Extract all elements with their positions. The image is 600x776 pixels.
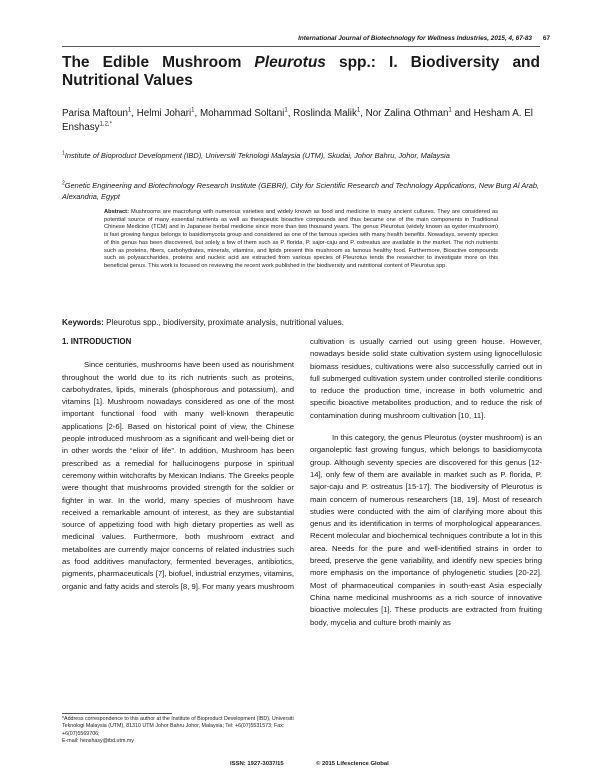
title-part2: spp.: I. Biodiversity and Nutritional Values xyxy=(62,54,540,89)
author-affiliation-mark: 1 xyxy=(284,107,288,114)
author-name: Hesham A. El Enshasy xyxy=(62,108,533,133)
left-column xyxy=(62,336,294,593)
section-heading: 1. INTRODUCTION xyxy=(62,337,132,346)
page-number: 67 xyxy=(542,35,550,42)
body-paragraph: In this category, the genus Pleurotus (oyster mushroom) is an organoleptic fast growing fungus, which belongs to basidiomycota group. Although seventy species are discovered for this genus [12-14], only few of them are available in market such as P. florida, P. sajor-caju and P. ostreatus [15-17]. The biodiversity of Pleurotus is main concern of numerous researchers [18, 19]. Most of research studies were conducted with the aim of clarifying more about this genus and its identification in terms of morphological appearances. Recent molecular and biochemical techniques contribute a lot in this area. Needs for the pure and well-identified strains in order to breed, preserve the gene variability, and identify new species bring more emphasis on the importance of phylogenetic studies [20-22]. Most of pharmaceutical companies in south-east Asia especially China name medicinal mushrooms as a rich source of innovative bioactive molecules [1]. These products are extracted from fruiting body, mycelia and culture broth mainly as xyxy=(310,433,542,627)
author-name: Parisa Maftoun xyxy=(62,108,128,119)
body-paragraph: Since centuries, mushrooms have been used as nourishment throughout the world due to its rich nutrients such as proteins, carbohydrates, lipids, minerals (phosphorous and potassium), and vitamins [1]. Mushroom nowadays considered as one of the most important functional food with many well-known therapeutic applications [2-6]. Based on historical point of view, the Chinese people introduced mushroom as a significant and well-being diet or in other words the “elixir of life”. In addition, Mushroom has been prescribed as a remedial for hallucinogens purpose in spiritual ceremony within witchcrafts by Mexican Indians. The Greeks people were thought that mushrooms provided strength for the soldier or fighter in war. In the world, many species of mushroom have received a remarkable amount of interest, as they are substantial source of appetizing food with high dietary properties as well as medicinal values. Furthermore, both mushroom extract and metabolites are currently major concerns of related industries such as food additives manufactory, fermented beverages, antibiotics, pigments, pharmaceuticals [7], biofuel, industrial enzymes, vitamins, organic and fatty acids and sterols [8, 9]. For many years mushroom xyxy=(62,360,295,591)
author-name: Nor Zalina Othman xyxy=(365,108,449,119)
affiliation-1 xyxy=(62,151,540,162)
affiliation-text: Genetic Engineering and Biotechnology Research Institute (GEBRI), City for Scientific Research and Technology Applications, New Burg Al Arab, Alexandria, Egypt xyxy=(62,181,539,201)
title-part1: The Edible Mushroom xyxy=(62,54,255,71)
abstract-text: Mushrooms are macrofungi with numerous varieties and widely known as food and medicine in many ancient cultures. They are considered as potential source of many essential nutrients as well as therapeutic bioactive compounds and thus became one of the main components in Traditional Chinese Medicine (TCM) and in Japanese herbal medicine since more than two thousand years. The genus Pleurotus (widely known as oyster mushroom) is fast growing fungus belongs to basidiomycota group and considered as one of the famous species with many health benefits. Nowadays, seventy species of this genus has been discovered, but solely a few of them such as P. florida, P. sajor-caju and P. ostreatus are available in the market. The rich nutrients such as proteins, fibers, carbohydrates, minerals, vitamins, and lipids present this mushroom as famous healthy food. Furthermore, Bioactive compounds such as polysaccharides, proteins and nucleic acid are extracted from various species of Pleurotus tends the researcher to investigate more on this beneficial genus. This work is focused on reviewing the recent work published in the biodiversity and nutritional content of Pleurotus spp. xyxy=(104,209,498,269)
author-affiliation-mark: 1 xyxy=(127,107,132,114)
abstract-label: Abstract: xyxy=(104,209,129,215)
author-affiliation-mark: 1 xyxy=(191,107,195,114)
header-rule xyxy=(62,46,540,47)
author-list: Parisa Maftoun$^1$, Helmi Johari$^1$, Mohammad Soltani$^1$, Roslinda Malik$^1$, Nor Zalina Othman$^1$ and Hesham A. El Enshasy$^{1,2,*}$ xyxy=(62,107,533,133)
keywords xyxy=(62,318,540,327)
footnote-email: E-mail: henshasy@ibd.utm.my xyxy=(62,738,134,745)
affiliation-mark: 1 xyxy=(62,150,65,157)
body-paragraph: cultivation is usually carried out using green house. However, nowadays beside solid state cultivation system using lignocellulosic biomass residues, cultivations were also successfully carried out in full submerged cultivation system under controlled sterile conditions to reduce the production time, increase in both volumetric and specific bioactive metabolites production, and to reduce the risk of contamination during mushroom cultivation [10, 11]. xyxy=(310,337,542,420)
footer-issn: ISSN: 1927-3037/15 xyxy=(230,761,284,767)
abstract xyxy=(104,209,498,271)
article-title xyxy=(62,54,540,90)
keywords-label: Keywords: xyxy=(62,318,104,327)
footnote-rule xyxy=(62,713,172,714)
author-name: Mohammad Soltani xyxy=(199,108,285,119)
author-name: Roslinda Malik xyxy=(293,108,357,119)
author-affiliation-mark: 1,2,* xyxy=(99,121,112,128)
keywords-text: Pleurotus spp., biodiversity, proximate analysis, nutritional values. xyxy=(106,318,344,327)
paragraph-gap xyxy=(310,422,542,432)
author-name: Helmi Johari xyxy=(136,108,192,119)
author-affiliation-mark: 1 xyxy=(448,107,452,114)
affiliation-mark: 2 xyxy=(62,180,65,187)
correspondence-footnote xyxy=(62,716,294,746)
affiliation-text: Institute of Bioproduct Development (IBD), Universiti Teknologi Malaysia (UTM), Skudai, Johor Bahru, Johor, Malaysia xyxy=(64,151,450,160)
author-affiliation-mark: 1 xyxy=(356,107,361,114)
title-genus: Pleurotus xyxy=(254,54,326,71)
affiliation-2 xyxy=(62,181,540,202)
journal-citation: International Journal of Biotechnology for Wellness Industries, 2015, 4, 67-83 xyxy=(298,35,532,42)
footnote-address: *Address correspondence to this author at the Institute of Bioproduct Development (IBD), Universiti Teknologi Malaysia (UTM), 81310 UTM Johor Bahru Johor, Malaysia; Tel: +6(07)5531573; Fax: +6(07)5569706; xyxy=(62,716,294,737)
footer-copyright: © 2015 Lifescience Global xyxy=(316,761,389,767)
right-column xyxy=(310,336,542,629)
